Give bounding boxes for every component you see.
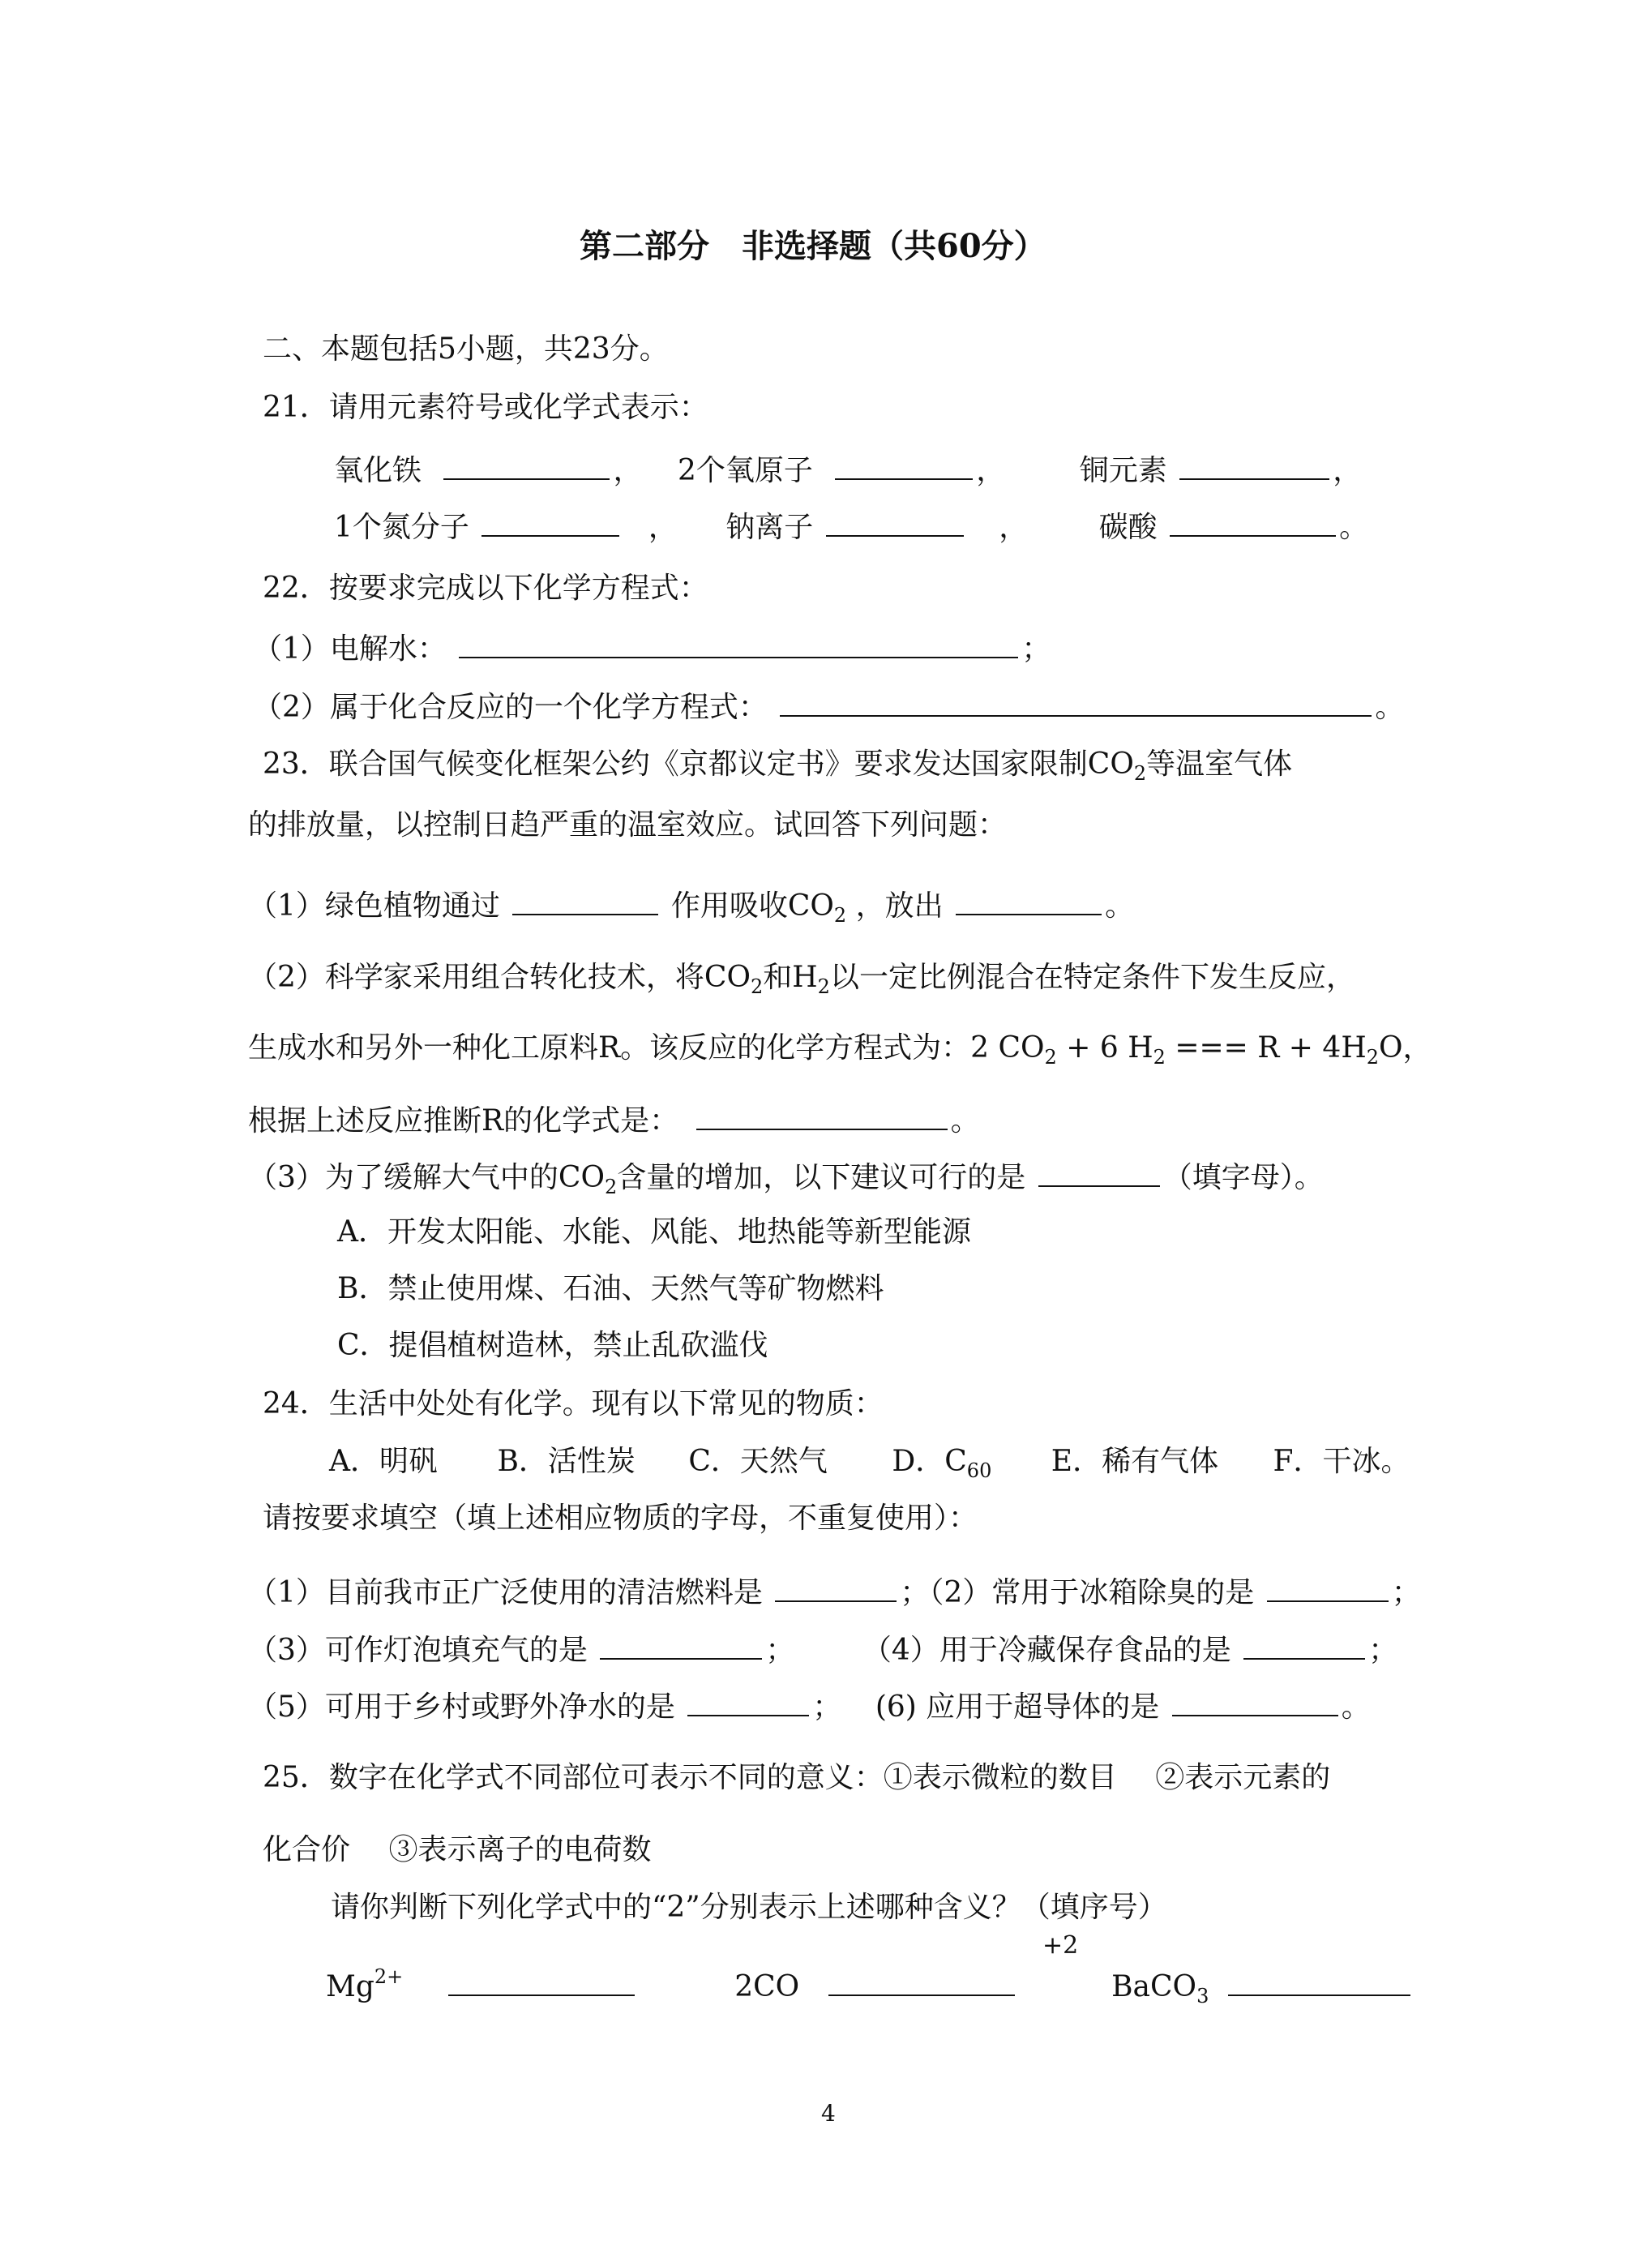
q23-part3: （3）为了缓解大气中的$CO_2$含量的增加，以下建议可行的是 （填字母）。 (248, 1161, 1324, 1198)
q21-blank-5[interactable] (826, 511, 964, 537)
valence-label: +2 (1042, 1931, 1079, 1960)
q21-row1: 氧化铁 ， 2个氧原子 ， 铜元素 ， (334, 454, 1363, 487)
q24-option-f: F．干冰。 (1273, 1445, 1410, 1478)
q21-blank-4[interactable] (481, 511, 619, 537)
q25-formulas (326, 1965, 1414, 2007)
q24-blank-4[interactable] (1243, 1634, 1365, 1660)
q21-blank-6[interactable] (1170, 511, 1336, 537)
q25-blank-2[interactable] (828, 1970, 1015, 1996)
q23-part1: （1）绿色植物通过 作用吸收$CO_2$ ，放出 。 (248, 889, 1135, 927)
q22-part2: （2）属于化合反应的一个化学方程式： 。 (253, 691, 1405, 724)
q25-stem-line2: 化合价 ③表示离子的电荷数 (263, 1833, 652, 1866)
q24-option-d: D．$C_{60}$ (892, 1445, 992, 1482)
q25-blank-3[interactable] (1228, 1970, 1410, 1996)
q24-blank-1[interactable] (775, 1576, 897, 1602)
q22-blank-2[interactable] (780, 691, 1372, 717)
q21-blank-1[interactable] (443, 454, 610, 480)
q21-item-sodium-ion: 钠离子 (725, 511, 814, 544)
q24-blank-5[interactable] (687, 1690, 809, 1716)
q21-item-carbonic-acid: 碳酸 (1098, 511, 1158, 544)
q21-item-nitrogen-molecule: 1个氮分子 (334, 511, 469, 544)
formula-2co: 2CO (734, 1970, 800, 2003)
q23-option-a: A．开发太阳能、水能、风能、地热能等新型能源 (337, 1215, 971, 1249)
formula-mg: $Mg^{2+}$ (326, 1965, 404, 2003)
q21-stem: 21．请用元素符号或化学式表示： (263, 391, 708, 424)
q25-instruction: 请你判断下列化学式中的“2”分别表示上述哪种含义？（填序号） (331, 1891, 1167, 1924)
q25-stem: 25．数字在化学式不同部位可表示不同的意义：①表示微粒的数目 ②表示元素的 (263, 1761, 1331, 1794)
q23-blank-4[interactable] (1038, 1161, 1160, 1187)
q23-blank-1[interactable] (512, 889, 658, 915)
q22-part1: （1）电解水： ； (253, 632, 1051, 666)
q24-option-e: E．稀有气体 (1051, 1445, 1219, 1478)
q24-stem: 24．生活中处处有化学。现有以下常见的物质： (263, 1387, 884, 1420)
page-number: 4 (821, 2100, 836, 2127)
q21-row2: 1个氮分子 ， 钠离子 ， 碳酸 。 (334, 511, 1369, 544)
q24-option-b: B．活性炭 (497, 1445, 636, 1478)
q21-blank-3[interactable] (1179, 454, 1329, 480)
q22-stem: 22．按要求完成以下化学方程式： (263, 572, 708, 605)
q21-blank-2[interactable] (835, 454, 973, 480)
q25-blank-1[interactable] (448, 1970, 635, 1996)
page-title: 第二部分 非选择题（共60分） (580, 227, 1046, 265)
q24-blank-3[interactable] (600, 1634, 762, 1660)
q24-option-c: C．天然气 (688, 1445, 828, 1478)
q24-options (329, 1445, 1410, 1482)
q24-blank-2[interactable] (1267, 1576, 1389, 1602)
section-heading: 二、本题包括5小题，共23分。 (263, 332, 669, 366)
q22-blank-1[interactable] (459, 632, 1018, 658)
q24-row2: （3）可作灯泡填充气的是 ； （4）用于冷藏保存食品的是 ； (248, 1634, 1398, 1667)
q24-blank-6[interactable] (1172, 1690, 1338, 1716)
q21-item-oxygen-atoms: 2个氧原子 (677, 454, 813, 487)
q23-blank-2[interactable] (956, 889, 1102, 915)
q24-option-a: A．明矾 (329, 1445, 438, 1478)
q23-option-c: C．提倡植树造林，禁止乱砍滥伐 (337, 1329, 768, 1362)
q23-option-b: B．禁止使用煤、石油、天然气等矿物燃料 (337, 1272, 884, 1305)
q21-item-iron-oxide: 氧化铁 (334, 454, 422, 487)
q21-item-copper: 铜元素 (1079, 454, 1167, 487)
q23-part2: （2）科学家采用组合转化技术，将$CO_2$和$H_2$以一定比例混合在特定条件下发生反应， (248, 961, 1355, 998)
formula-baco3: BaCO$_3$ (1111, 1970, 1209, 2007)
q23-stem-line2: 的排放量，以控制日趋严重的温室效应。试回答下列问题： (248, 808, 1008, 842)
q23-part2-question: 根据上述反应推断R的化学式是： 。 (248, 1104, 980, 1138)
q23-stem: 23．联合国气候变化框架公约《京都议定书》要求发达国家限制$CO_2$等温室气体 (263, 748, 1293, 785)
q24-instruction: 请按要求填空（填上述相应物质的字母，不重复使用）： (263, 1502, 978, 1535)
q24-row1: （1）目前我市正广泛使用的清洁燃料是 ；（2）常用于冰箱除臭的是 ； (248, 1576, 1421, 1609)
q24-row3: （5）可用于乡村或野外净水的是 ； (6) 应用于超导体的是 。 (248, 1690, 1371, 1724)
q23-equation: 生成水和另外一种化工原料R。该反应的化学方程式为：2 $CO_2 + 6$ $H_2$ === $R + 4H_2O$， (248, 1031, 1432, 1069)
q23-blank-3[interactable] (696, 1104, 948, 1130)
